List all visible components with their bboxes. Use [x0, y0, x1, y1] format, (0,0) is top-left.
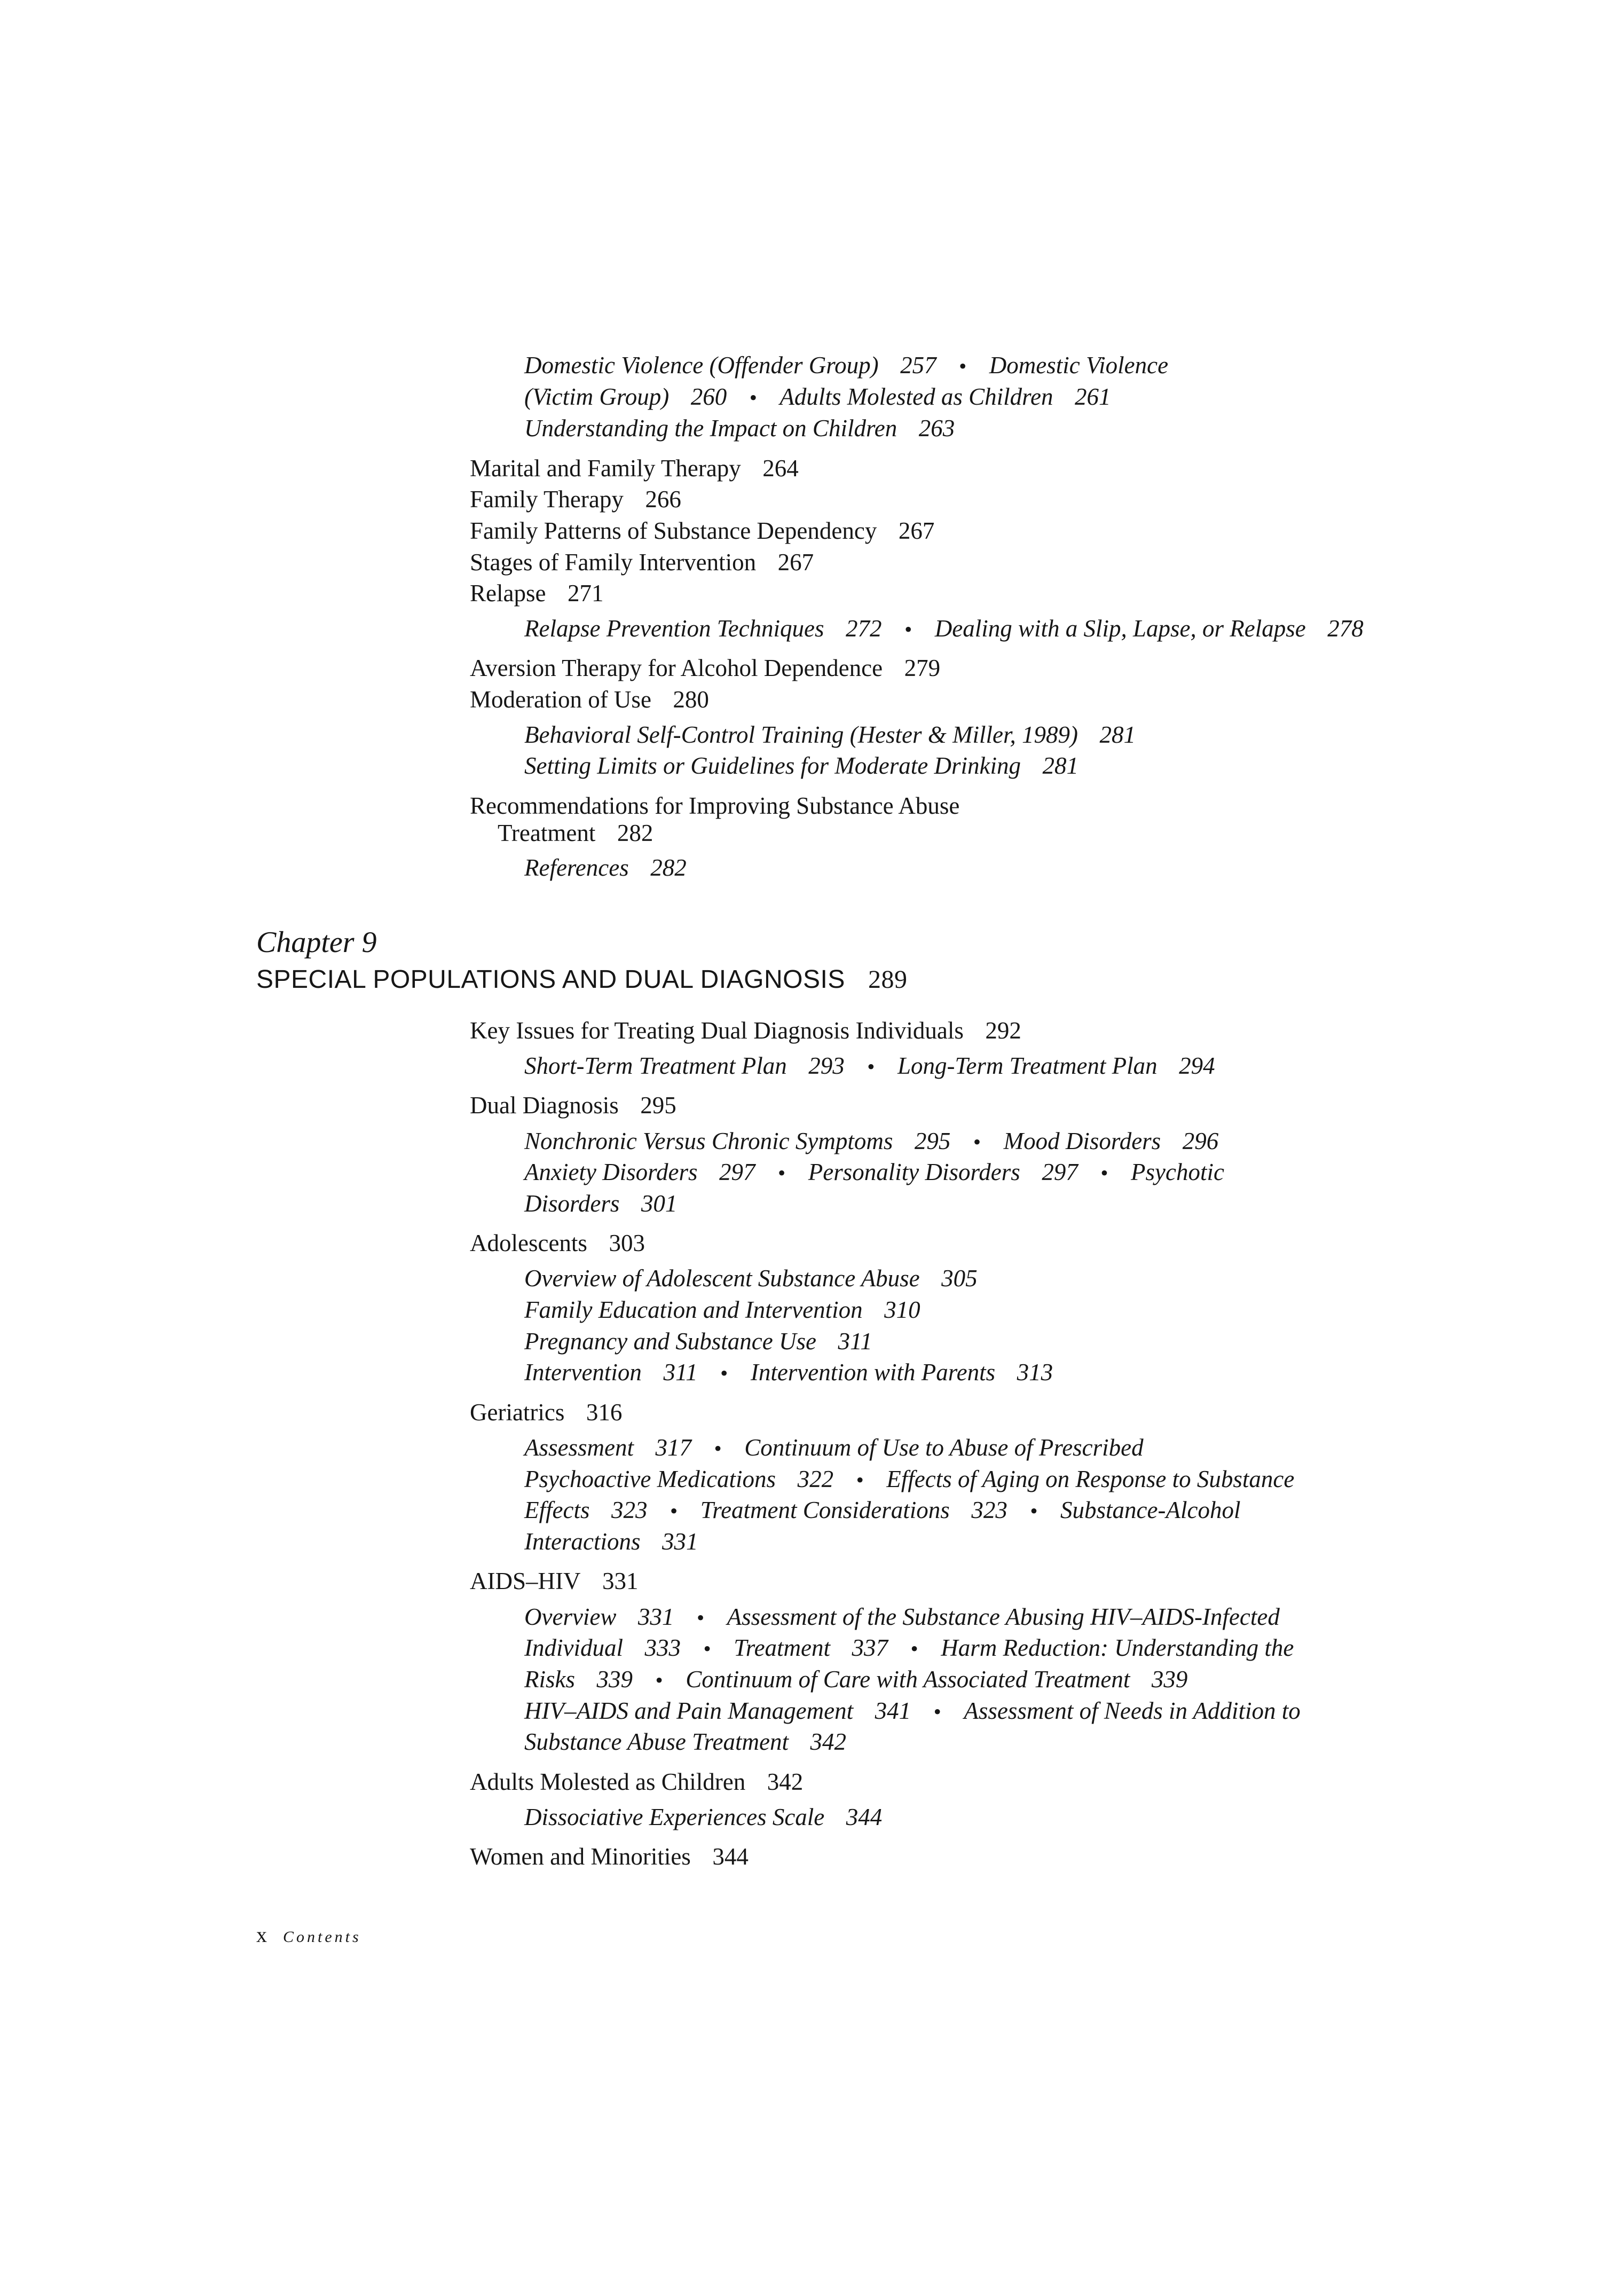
toc-entry: Relapse 271 [470, 580, 604, 607]
chapter-title: SPECIAL POPULATIONS AND DUAL DIAGNOSIS 289 [256, 965, 908, 994]
toc-subentry-line: References 282 [524, 854, 687, 881]
toc-subentry-line: Overview of Adolescent Substance Abuse 305 [524, 1265, 978, 1292]
toc-subentry-line: Psychoactive Medications 322 • Effects of Aging on Response to Substance [524, 1466, 1295, 1492]
toc-entry: Dual Diagnosis 295 [470, 1092, 676, 1119]
toc-subentry-line: Relapse Prevention Techniques 272 • Dealing with a Slip, Lapse, or Relapse 278 [524, 615, 1364, 642]
bullet-icon: • [1100, 1161, 1108, 1185]
toc-entry: Recommendations for Improving Substance Abuse [470, 792, 960, 819]
toc-entry: Women and Minorities 344 [470, 1843, 749, 1870]
toc-subentry-line: Interactions 331 [524, 1528, 698, 1555]
toc-subentry-line: Short-Term Treatment Plan 293 • Long-Term Treatment Plan 294 [524, 1052, 1215, 1079]
toc-entry: Aversion Therapy for Alcohol Dependence 279 [470, 655, 941, 681]
toc-subentry-line: Domestic Violence (Offender Group) 257 • Domestic Violence [524, 352, 1169, 379]
toc-subentry-line: Intervention 311 • Intervention with Parents 313 [524, 1359, 1053, 1386]
page-footer [256, 1924, 361, 1946]
bullet-icon: • [670, 1499, 678, 1523]
toc-subentry-line: Understanding the Impact on Children 263 [524, 415, 955, 442]
bullet-icon: • [933, 1700, 941, 1724]
toc-entry: Adults Molested as Children 342 [470, 1768, 804, 1795]
toc-entry: Adolescents 303 [470, 1230, 645, 1256]
toc-entry: Key Issues for Treating Dual Diagnosis Individuals 292 [470, 1017, 1021, 1044]
bullet-icon: • [655, 1668, 663, 1692]
bullet-icon: • [720, 1361, 728, 1385]
toc-subentry-line: Risks 339 • Continuum of Care with Associated Treatment 339 [524, 1666, 1188, 1693]
bullet-icon: • [703, 1637, 711, 1661]
toc-subentry-line: Pregnancy and Substance Use 311 [524, 1328, 872, 1355]
chapter-label: Chapter 9 [256, 926, 377, 959]
toc-subentry-line: HIV–AIDS and Pain Management 341 • Assessment of Needs in Addition to [524, 1697, 1301, 1724]
toc-subentry-line: Anxiety Disorders 297 • Personality Disorders 297 • Psychotic [524, 1159, 1224, 1185]
toc-entry: Family Therapy 266 [470, 486, 681, 513]
bullet-icon: • [904, 617, 912, 641]
toc-subentry-line: Dissociative Experiences Scale 344 [524, 1804, 883, 1830]
bullet-icon: • [867, 1055, 875, 1079]
toc-entry: Geriatrics 316 [470, 1399, 623, 1426]
toc-entry: AIDS–HIV 331 [470, 1568, 639, 1594]
toc-subentry-line: Individual 333 • Treatment 337 • Harm Reduction: Understanding the [524, 1634, 1294, 1661]
bullet-icon: • [959, 354, 967, 378]
toc-subentry-line: Family Education and Intervention 310 [524, 1296, 920, 1323]
toc-subentry-line: Behavioral Self-Control Training (Hester & Miller, 1989) 281 [524, 721, 1136, 748]
toc-subentry-line: Effects 323 • Treatment Considerations 323 • Substance-Alcohol [524, 1497, 1241, 1523]
toc-subentry-line: Setting Limits or Guidelines for Moderate Drinking 281 [524, 752, 1078, 779]
toc-entry: Family Patterns of Substance Dependency 267 [470, 517, 935, 544]
running-footer-label: Contents [283, 1928, 361, 1946]
page-number: x [256, 1923, 267, 1947]
bullet-icon: • [714, 1436, 722, 1460]
toc-subentry-line: Overview 331 • Assessment of the Substance Abusing HIV–AIDS-Infected [524, 1603, 1280, 1630]
toc-entry: Marital and Family Therapy 264 [470, 455, 799, 482]
toc-subentry-line: Disorders 301 [524, 1190, 678, 1217]
toc-subentry-line: Substance Abuse Treatment 342 [524, 1728, 846, 1755]
toc-entry: Stages of Family Intervention 267 [470, 549, 814, 576]
bullet-icon: • [973, 1130, 981, 1154]
bullet-icon: • [910, 1637, 918, 1661]
bullet-icon: • [1030, 1499, 1038, 1523]
toc-subentry-line: Nonchronic Versus Chronic Symptoms 295 • Mood Disorders 296 [524, 1128, 1219, 1154]
bullet-icon: • [749, 386, 757, 410]
bullet-icon: • [856, 1468, 864, 1492]
toc-subentry-line: (Victim Group) 260 • Adults Molested as Children 261 [524, 383, 1111, 410]
bullet-icon: • [696, 1606, 705, 1630]
bullet-icon: • [778, 1161, 786, 1185]
toc-entry: Moderation of Use 280 [470, 686, 709, 713]
toc-subentry-line: Assessment 317 • Continuum of Use to Abuse of Prescribed [524, 1434, 1144, 1461]
toc-entry-continued: Treatment 282 [498, 820, 653, 846]
